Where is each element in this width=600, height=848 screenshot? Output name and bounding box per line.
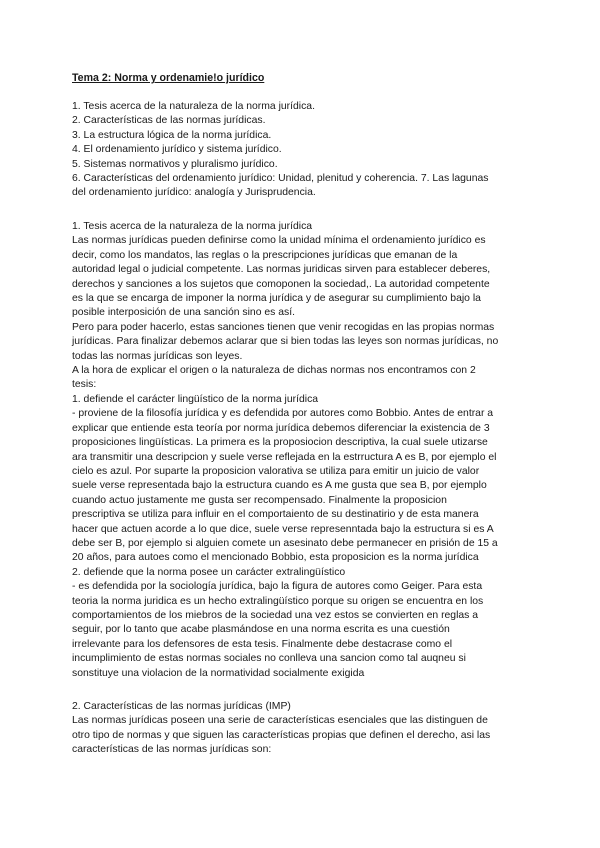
body-line: Las normas jurídicas poseen una serie de características esenciales que las distinguen de xyxy=(72,715,488,727)
thesis-1-heading: 1. defiende el carácter lingüístico de la norma jurídica xyxy=(72,393,319,405)
body-line: hacer que actuen acorde a lo que dice, suele verse represenntada bajo la estructura si es A xyxy=(72,523,494,535)
section-1 xyxy=(72,220,532,681)
body-line: irrelevante para los defensores de esta tesis. Finalmente debe destacrase como el xyxy=(72,638,453,650)
body-line: decir, como los mandatos, las reglas o la prescripciones jurídicas que emanan de la xyxy=(72,249,458,261)
body-line: derechos y sanciones a los sujetos que comoponen la sociedad,. La autoridad competente xyxy=(72,278,490,290)
body-line: debe ser B, por ejemplo si alguien comete un asesinato debe permanecer en prisión de 15 a xyxy=(72,537,498,549)
body-line: - es defendida por la sociología jurídica, bajo la figura de autores como Geiger. Para esta xyxy=(72,581,483,593)
body-line: sonstituye una violacion de la normatividad socialmente exigida xyxy=(72,667,365,679)
toc-item: del ordenamiento jurídico: analogía y Jurisprudencia. xyxy=(72,187,316,199)
document-title: Tema 2: Norma y ordenamie!o jurídico xyxy=(72,72,265,84)
section-2 xyxy=(72,700,532,758)
section-1-heading: 1. Tesis acerca de la naturaleza de la norma jurídica xyxy=(72,221,313,232)
body-line: A la hora de explicar el origen o la naturaleza de dichas normas nos encontramos con 2 xyxy=(72,365,476,377)
body-line: 20 años, para autoes como el mencionado Bobbio, esta proposicion es la norma jurídica xyxy=(72,552,479,564)
body-line: cuando actuo justamente me gusta ser recompensado. Finalmente la proposicion xyxy=(72,494,447,506)
body-line: - proviene de la filosofía jurídica y es defendida por autores como Bobbio. Antes de entrar a xyxy=(72,408,494,420)
body-line: cielo es azul. Por suparte la proposicion valorativa se utiliza para emitir un juicio de valor xyxy=(72,465,480,477)
body-line: jurídicas. Para finalizar debemos aclarar que si bien todas las leyes son normas jurídicas, no xyxy=(72,336,499,348)
body-line: seguir, por lo tanto que acabe plasmándose en una norma escrita es una cuestión xyxy=(72,624,450,636)
toc-item: 2. Características de las normas jurídicas. xyxy=(72,115,266,127)
body-line: características de las normas jurídicas son: xyxy=(72,744,272,756)
body-line: Las normas jurídicas pueden definirse como la unidad mínima el ordenamiento jurídico es xyxy=(72,235,486,247)
body-line: es la que se encarga de imponer la norma jurídica y de asegurar su cumplimiento bajo la xyxy=(72,293,481,305)
body-line: posible interposición de una sanción sino es así. xyxy=(72,307,295,319)
toc-item: 3. La estructura lógica de la norma jurídica. xyxy=(72,129,272,141)
section-2-heading: 2. Características de las normas jurídicas (IMP) xyxy=(72,701,291,712)
body-line: proposiciones lingüísticas. La primera es la proposiocion descriptiva, la cual suele utizarse xyxy=(72,437,488,449)
body-line: ara transmitir una descripcion y suele verse reflejada en la estrructura A es B, por ejemplo el xyxy=(72,451,497,463)
body-line: comportamientos de los miebros de la sociedad una vez estos se convierten en reglas a xyxy=(72,609,479,621)
thesis-2-heading: 2. defiende que la norma posee un carácter extralingüístico xyxy=(72,566,346,578)
body-line: prescriptiva se utiliza para influir en el comportaiento de su destinatirio y de esta manera xyxy=(72,509,479,521)
body-line: otro tipo de normas y que siguen las características propias que definen el derecho, asi las xyxy=(72,729,491,741)
body-line: teoria la norma juridica es un hecho extralingüístico porque su origen se encuentra en los xyxy=(72,595,484,607)
toc-item: 4. El ordenamiento jurídico y sistema jurídico. xyxy=(72,144,282,156)
body-line: Pero para poder hacerlo, estas sanciones tienen que venir recogidas en las propias normas xyxy=(72,321,495,333)
toc-item: 6. Características del ordenamiento jurídico: Unidad, plenitud y coherencia. 7. Las lagunas xyxy=(72,173,489,185)
toc-item: 1. Tesis acerca de la naturaleza de la norma jurídica. xyxy=(72,101,315,112)
toc-item: 5. Sistemas normativos y pluralismo jurídico. xyxy=(72,158,278,170)
body-line: autoridad legal o judicial competente. Las normas juridicas sirven para establecer deberes, xyxy=(72,264,491,276)
body-line: incumplimiento de estas normas sociales no conlleva una sancion como tal auqneu si xyxy=(72,653,466,665)
body-line: explicar que entiende esta teoría por norma jurídica debemos diferenciar la existencia de 3 xyxy=(72,422,490,434)
body-line: todas las normas jurídicas son leyes. xyxy=(72,350,243,362)
body-line: tesis: xyxy=(72,379,97,391)
table-of-contents xyxy=(72,100,532,201)
body-line: suele verse representada bajo la estructura cuando es A me gusta que sea B, por ejemplo xyxy=(72,480,487,492)
